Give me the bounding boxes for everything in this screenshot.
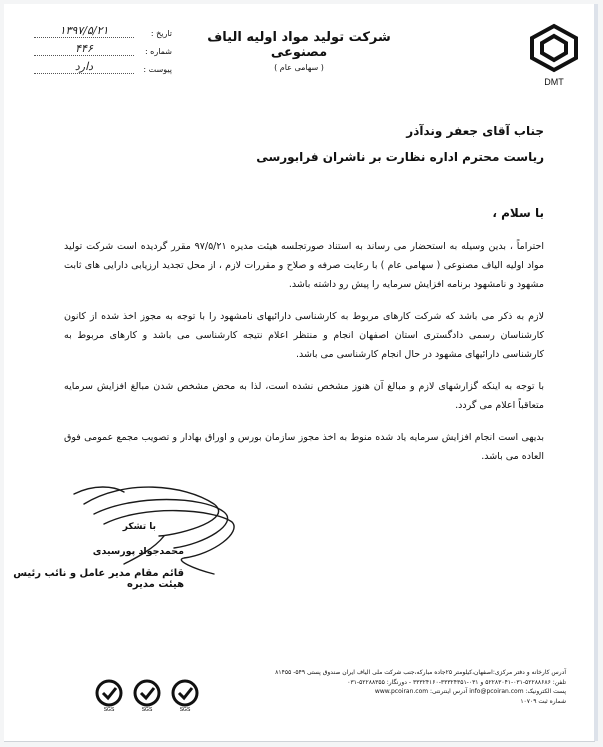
attachment-label: پیوست :	[143, 65, 172, 74]
company-logo	[526, 22, 582, 90]
cert-label: SGS	[179, 707, 191, 712]
logo-text: DMT	[544, 77, 564, 87]
letter-body	[64, 237, 544, 479]
page-edge	[594, 4, 598, 741]
company-type: ( سهامی عام )	[274, 63, 324, 72]
greeting: با سلام ،	[492, 206, 544, 220]
company-name: شرکت تولید مواد اولیه الیاف مصنوعی	[207, 30, 391, 60]
signature-label: با تشکر	[122, 522, 156, 532]
cert-label: SGS	[103, 707, 115, 712]
certification-badges	[92, 678, 202, 712]
recipient: جناب آقای جعفر وندآذر	[406, 124, 544, 138]
body-paragraph: با توجه به اینکه گزارشهای لازم و مبالغ آن هنوز مشخص نشده است، لذا به محض مشخص شدن مبالغ افزایش سرمایه متعاقباً اعلام می گردد.	[64, 381, 544, 411]
date-row	[12, 20, 172, 38]
number-value: ۴۴۶	[34, 42, 134, 56]
signatory-name: محمدجواد پورسیدی	[92, 546, 184, 557]
cert-label: SGS	[141, 707, 153, 712]
letter-meta	[12, 20, 172, 74]
sgs-cert-icon	[92, 678, 126, 712]
date-label: تاریخ :	[150, 29, 172, 38]
footer-web: پست الکترونیک: info@pcoiran.com آدرس اینترنتی: www.pcoiran.com	[374, 688, 566, 695]
letter-footer	[186, 668, 566, 706]
footer-address: آدرس کارخانه و دفتر مرکزی:اصفهان،کیلومتر ۲۵جاده مبارکه،جنب شرکت ملی الیاف ایران صندوق پستی ۵۴۹- ۸۱۴۵۵	[275, 669, 566, 676]
body-paragraph: لازم به ذکر می باشد که شرکت کارهای مربوط به کارشناسی دارائیهای نامشهود را با توجه به مجوز اخذ شده از کانون کارشناسان رسمی دادگستری استان اصفهان انجام و منتظر اعلام نتیجه کارشناسی می باشد و کارهای مربوط به کارشناسی دارائیهای مشهود در حال انجام کارشناسی می باشد.	[64, 311, 544, 360]
body-paragraph: احتراماً ، بدین وسیله به استحضار می رساند به استناد صورتجلسه هیئت مدیره ۹۷/۵/۲۱ مقرر گردیده است شرکت تولید مواد اولیه الیاف مصنوعی ( سهامی عام ) با رعایت صرفه و صلاح و مقررات لازم ، از محل تجدید ارزیابی دارایی های ثابت مشهود و نامشهود برنامه افزایش سرمایه را پیش رو داشته باشد.	[64, 241, 544, 290]
letter-page	[4, 4, 595, 742]
body-paragraph: بدیهی است انجام افزایش سرمایه یاد شده منوط به اخذ مجوز سازمان بورس و اوراق بهادار و تصویب مجمع عمومی فوق العاده می باشد.	[64, 432, 544, 462]
sgs-cert-icon	[130, 678, 164, 712]
number-label: شماره :	[144, 47, 172, 56]
company-header	[194, 30, 404, 72]
footer-registration: شماره ثبت ۱۰۷۰۹	[520, 697, 566, 705]
recipient-position: ریاست محترم اداره نظارت بر ناشران فرابورسی	[256, 150, 544, 164]
attachment-row	[12, 56, 172, 74]
address-block	[256, 124, 544, 164]
footer-phone: تلفن: ۵۲۲۸۸۶۸۶-۰۳۱-۵۲۲۸۳۰۴۱ و ۰۳۱-۳۳۳۲۴۳۵۱-۳۳۳۲۴۱۶۰ - دورنگار: ۵۲۲۸۸۳۵۵-۰۳۱	[347, 678, 566, 686]
date-value: ۱۳۹۷/۵/۲۱	[34, 24, 134, 38]
sgs-cert-icon	[168, 678, 202, 712]
attachment-value: دارد	[34, 60, 134, 74]
signatory-title: قائم مقام مدیر عامل و نائب رئیس هیئت مدیره	[13, 568, 184, 590]
number-row	[12, 38, 172, 56]
